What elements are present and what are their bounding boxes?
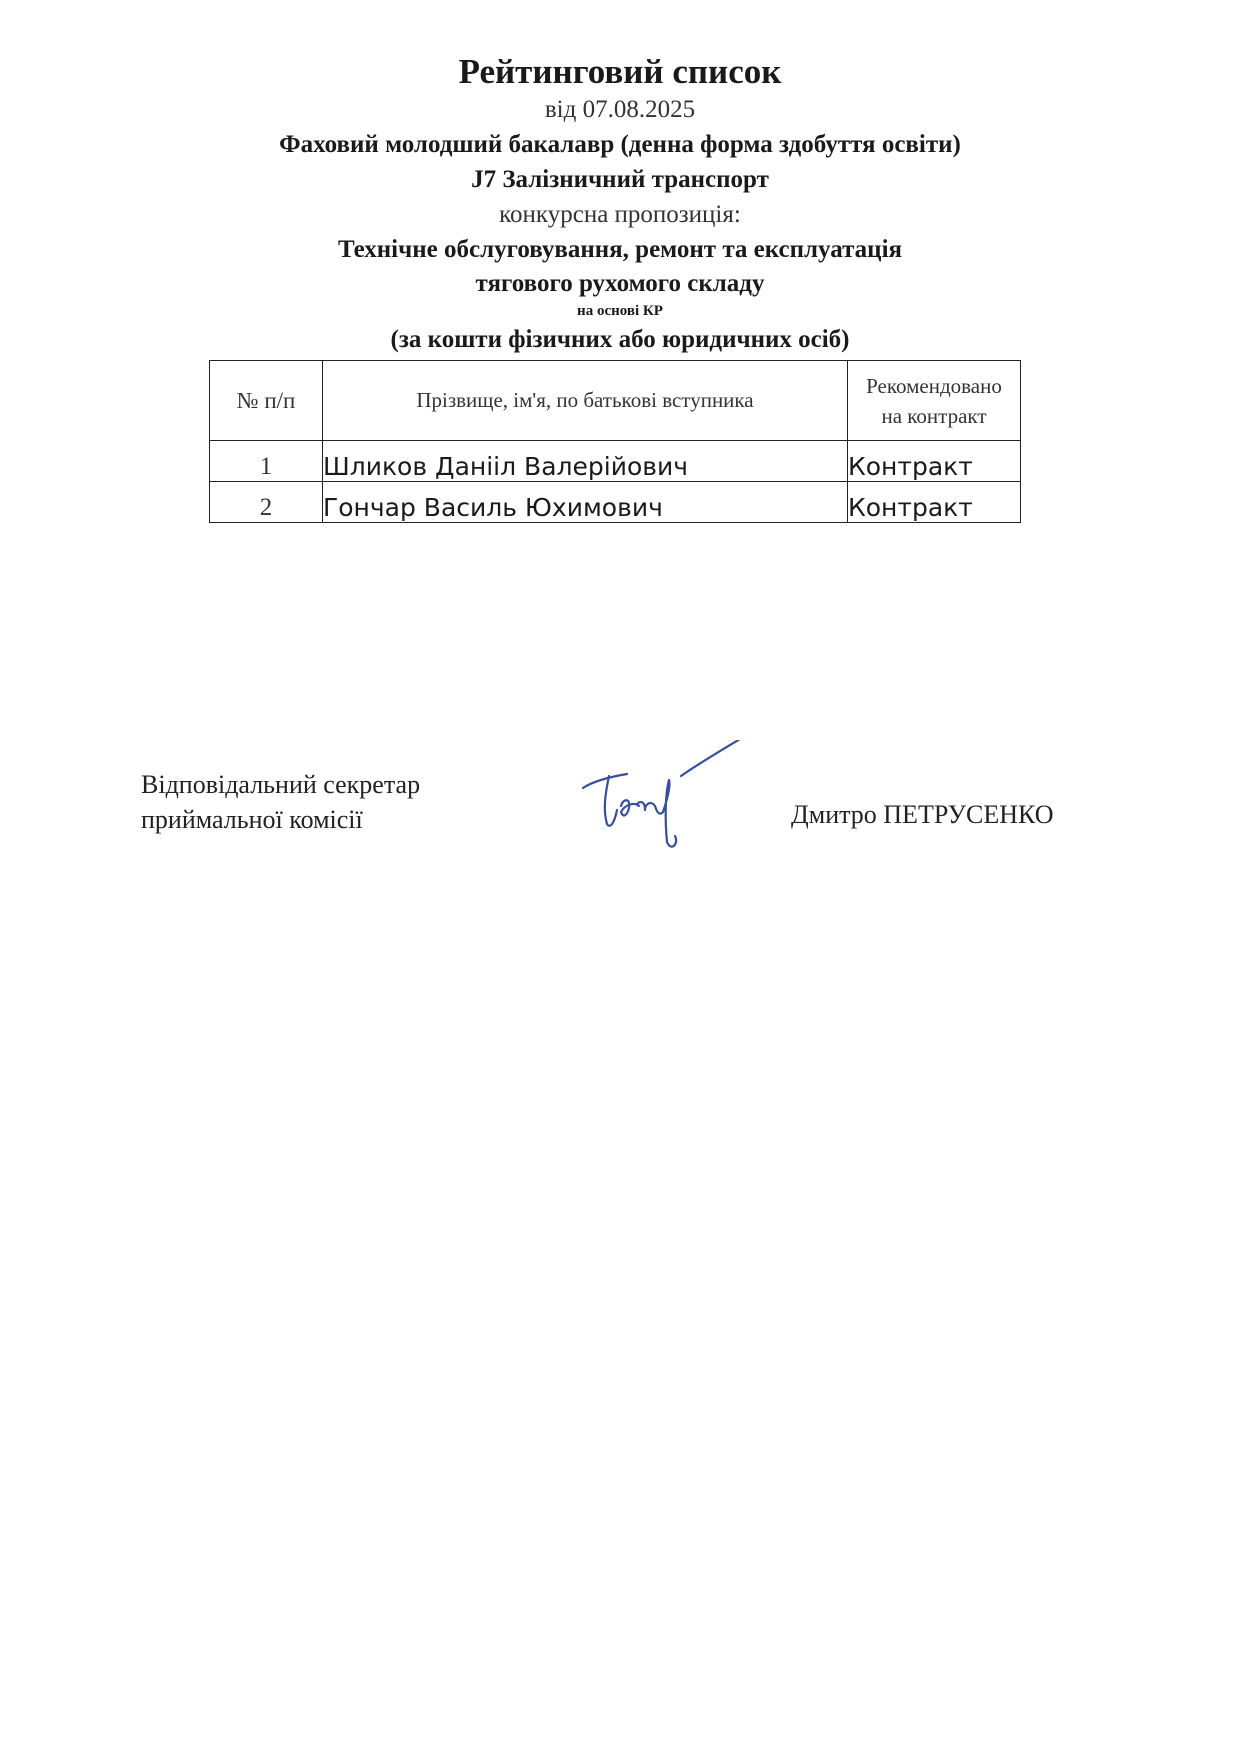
proposal-name-line2: тягового рухомого складу — [475, 270, 765, 297]
admission-basis: на основі КР — [577, 303, 663, 319]
applicant-name: Гончар Василь Юхимович — [323, 482, 848, 523]
column-header-recommended-line1: Рекомендовано — [866, 373, 1002, 398]
row-number: 2 — [210, 482, 323, 523]
secretary-role — [141, 767, 420, 837]
rating-table — [209, 360, 1021, 523]
column-header-name: Прізвище, ім'я, по батькові вступника — [323, 361, 848, 441]
table-row — [210, 441, 1021, 482]
proposal-name-line1: Технічне обслуговування, ремонт та експлуатація — [337, 236, 903, 263]
column-header-recommended — [848, 361, 1021, 441]
recommendation: Контракт — [848, 482, 1021, 523]
document-title: Рейтинговий список — [458, 52, 782, 91]
recommendation: Контракт — [848, 441, 1021, 482]
secretary-name: Дмитро ПЕТРУСЕНКО — [791, 800, 1054, 829]
secretary-role-line2: приймальної комісії — [141, 805, 363, 834]
column-header-number: № п/п — [210, 361, 323, 441]
table-header-row — [210, 361, 1021, 441]
secretary-role-line1: Відповідальний секретар — [141, 770, 421, 799]
funding-source: (за кошти фізичних або юридичних осіб) — [390, 326, 850, 353]
specialty: J7 Залізничний транспорт — [471, 166, 769, 193]
column-header-recommended-line2: на контракт — [881, 403, 987, 428]
row-number: 1 — [210, 441, 323, 482]
degree-level: Фаховий молодший бакалавр (денна форма здобуття освіти) — [279, 131, 961, 158]
document-date: від 07.08.2025 — [544, 96, 696, 123]
proposal-label: конкурсна пропозиція: — [499, 201, 741, 228]
handwritten-signature — [575, 740, 755, 860]
table-row — [210, 482, 1021, 523]
applicant-name: Шликов Данііл Валерійович — [323, 441, 848, 482]
